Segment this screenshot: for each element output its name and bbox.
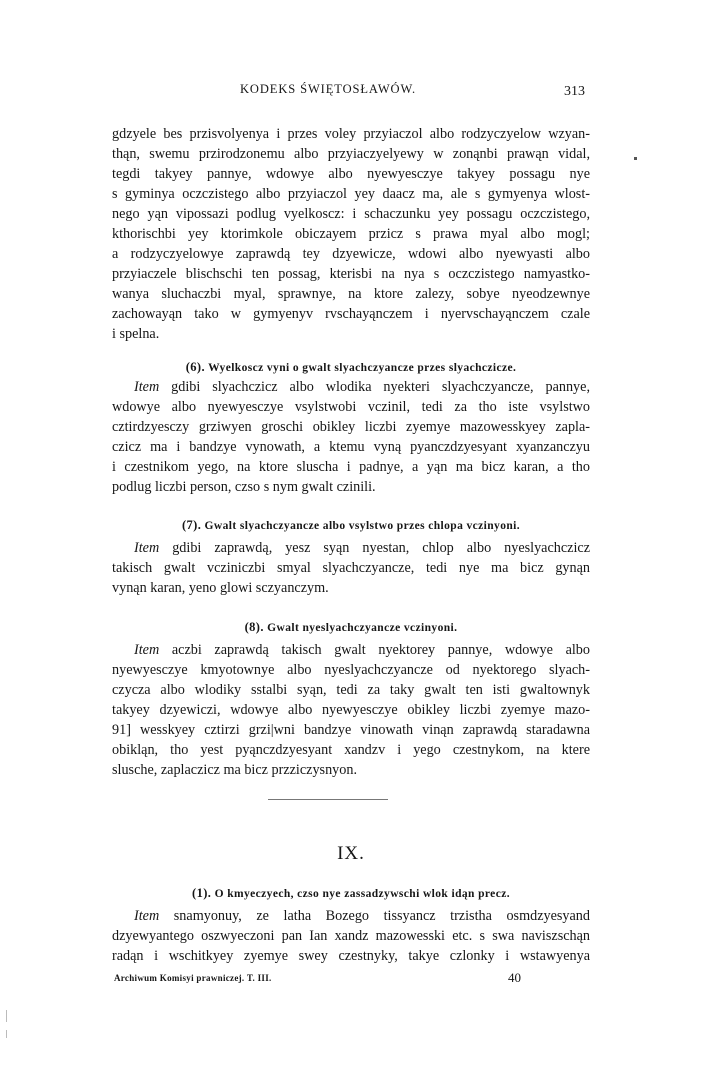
italic-lead: Item: [134, 642, 160, 658]
text-line: nego yąn vipossazi podlug vyelkoscz: i schaczunku yey possagu oczczistego,: [112, 206, 590, 222]
section-8-body: [112, 640, 590, 780]
text-line: dzyewyantego oszwyeczoni pan Ian xandz mazowesski etc. s swa naviszschąn: [112, 928, 590, 944]
italic-lead: Item: [134, 379, 160, 395]
ink-speck: [634, 157, 637, 160]
text-line: przyiaczele blischschi ten possag, kterisbi na nya s oczczistego namyastko-: [112, 266, 590, 282]
paragraph-continuation: [112, 124, 590, 344]
text-line: s gyminya oczczistego albo przyiaczol yey daacz ma, ale s gymyenya wlost-: [112, 186, 590, 202]
section-title: Gwalt nyeslyachczyancze vczinyoni.: [267, 622, 458, 634]
section-title: Gwalt slyachczyancze albo vsylstwo przes chlopa vczinyoni.: [204, 520, 521, 532]
section-title: O kmyeczyech, czso nye zassadzywschi wlok idąn precz.: [214, 888, 510, 900]
line-text: snamyonuy, ze latha Bozego tissyancz trzistha osmdzyesyand: [173, 908, 590, 924]
section-heading-6: [112, 360, 590, 375]
chapter-numeral: IX.: [337, 843, 365, 864]
text-line: cztirdzyesczy grziwyen groschi obikley liczbi zyemye mazowesskyey zapla-: [112, 419, 590, 435]
footer-source: Archiwum Komisyi prawniczej. T. III.: [114, 973, 272, 983]
text-line: [112, 538, 590, 558]
text-line: czycza albo wlodiky sstalbi syąn, tedi za taky gwalt ten isti gwaltownyk: [112, 682, 590, 698]
margin-mark: [6, 1030, 7, 1038]
text-line: obikląn, tho yest pyąnczdzyesyant xandzv i yego czestnykom, na ktere: [112, 742, 590, 758]
text-line: 91] wesskyey cztirzi grzi|wni bandzye vinowath vinąn zaprawdą staradawna: [112, 722, 590, 738]
section-6-body: [112, 377, 590, 497]
text-line: thąn, swemu przirodzonemu albo przyiaczyelyewy w zonąnbi prawąn vidal,: [112, 146, 590, 162]
section-heading-8: [112, 620, 590, 635]
text-line: i czestnikom yego, na ktore sluscha i padnye, a yąn ma bicz karan, a tho: [112, 459, 590, 475]
text-line: [112, 640, 590, 660]
footer-sheet-number: 40: [508, 970, 521, 985]
page-number: 313: [564, 84, 585, 99]
text-line: i spelna.: [112, 326, 160, 342]
section-number: (7).: [181, 518, 202, 532]
section-number: (6).: [185, 360, 205, 374]
section-ix-1-body: [112, 906, 590, 966]
text-line: wdowye albo nyewyesczye vsylstwobi vczinil, tedi za tho iste vsylstwo: [112, 399, 590, 415]
line-text: aczbi zaprawdą takisch gwalt nyektorey pannye, wdowye albo: [171, 642, 590, 658]
text-line: kthorischbi yey ktorimkole obiczayem przicz s prawa myal albo mogl;: [112, 226, 590, 242]
text-line: takyey dzyewiczi, wdowye albo nyewyesczye obikley liczbi zyemye mazo-: [112, 702, 590, 718]
text-line: [112, 906, 590, 926]
text-line: nyewyesczye kmyotownye albo nyeslyachczyancze od nyektorego slyach-: [112, 662, 590, 678]
text-line: takisch gwalt vcziniczbi smyal slyachczyancze, tedi nye ma bicz gynąn: [112, 560, 590, 576]
text-line: czicz ma i bandzye vynowath, a ktemu vyną pyanczdzyesyant xyanzanczyu: [112, 439, 590, 455]
section-number: (1).: [192, 886, 212, 900]
line-text: gdibi slyachczicz albo wlodika nyekteri slyachczyancze, pannye,: [171, 379, 590, 395]
italic-lead: Item: [134, 540, 160, 556]
separator-rule: [268, 799, 388, 800]
section-number: (8).: [244, 620, 264, 634]
section-heading-7: [112, 518, 590, 533]
text-line: zachowayąn tako w gymyenyv rvschayąnczem i nyervschayąnczem czale: [112, 306, 590, 322]
text-line: vynąn karan, yeno glowi sczyanczym.: [112, 580, 329, 596]
text-line: podlug liczbi person, czso s nym gwalt czinili.: [112, 479, 376, 495]
margin-mark: [6, 1010, 7, 1022]
text-line: [112, 377, 590, 397]
text-line: wanya sluchaczbi myal, sprawnye, na ktore zalezy, sobye nyeodzewnye: [112, 286, 590, 302]
text-line: gdzyele bes przisvolyenya i przes voley przyiaczol albo rodzyczyelow wzyan-: [112, 126, 590, 142]
section-7-body: [112, 538, 590, 598]
section-heading-ix-1: [112, 886, 590, 901]
running-title: KODEKS ŚWIĘTOSŁAWÓW.: [240, 82, 417, 96]
text-line: a rodzyczyelowye zaprawdą tey dzyewicze, wdowi albo nyewyasti albo: [112, 246, 590, 262]
text-line: slusche, zaplaczicz ma bicz przziczysnyon.: [112, 762, 358, 778]
text-line: radąn i wschitkyey zyemye swey czestnyky, takye czlonky i wstawyenya: [112, 948, 590, 964]
italic-lead: Item: [134, 908, 160, 924]
line-text: gdibi zaprawdą, yesz syąn nyestan, chlop albo nyeslyachczicz: [172, 540, 590, 556]
section-title: Wyelkoscz vyni o gwalt slyachczyancze przes slyachczicze.: [208, 362, 517, 374]
text-line: tegdi takyey pannye, wdowye albo nyewyesczye takyey possagu nye: [112, 166, 590, 182]
